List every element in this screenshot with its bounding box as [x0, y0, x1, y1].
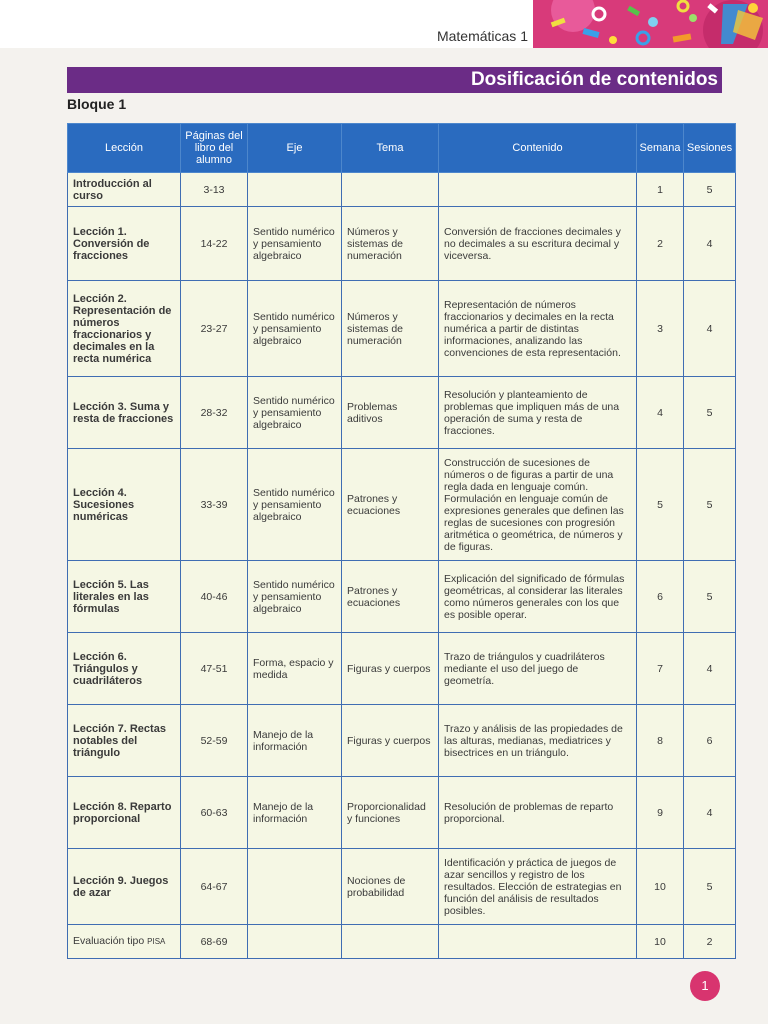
cell-leccion: Lección 8. Reparto proporcional: [68, 777, 181, 849]
cell-tema: Proporcionalidad y funciones: [342, 777, 439, 849]
table-row: [68, 633, 736, 705]
header-semana: Semana: [637, 124, 684, 173]
cell-sesiones: 5: [684, 561, 736, 633]
cell-tema: Patrones y ecuaciones: [342, 561, 439, 633]
cell-eje: Forma, espacio y medida: [248, 633, 342, 705]
cell-semana: 10: [637, 925, 684, 959]
cell-leccion: Lección 4. Sucesiones numéricas: [68, 449, 181, 561]
table-row: [68, 561, 736, 633]
cell-contenido: [439, 173, 637, 207]
cell-eje: [248, 925, 342, 959]
cell-semana: 10: [637, 849, 684, 925]
colorful-numbers-illustration: [533, 0, 768, 48]
cell-paginas: 60-63: [181, 777, 248, 849]
cell-sesiones: 4: [684, 281, 736, 377]
section-title-bar: [67, 67, 722, 93]
numbers-banner-image: [533, 0, 768, 48]
block-label: Bloque 1: [67, 96, 127, 112]
cell-leccion: Lección 3. Suma y resta de fracciones: [68, 377, 181, 449]
page-number-badge: 1: [690, 971, 720, 1001]
header-paginas: Páginas del libro del alumno: [181, 124, 248, 173]
cell-semana: 6: [637, 561, 684, 633]
cell-semana: 2: [637, 207, 684, 281]
cell-semana: 9: [637, 777, 684, 849]
cell-tema: Números y sistemas de numeración: [342, 207, 439, 281]
cell-eje: Sentido numérico y pensamiento algebraico: [248, 281, 342, 377]
cell-paginas: 14-22: [181, 207, 248, 281]
header-leccion: Lección: [68, 124, 181, 173]
cell-contenido: Identificación y práctica de juegos de azar sencillos y registro de los resultados. Elección de estrategias en función del análisis de resultados posibles.: [439, 849, 637, 925]
cell-leccion: Lección 6. Triángulos y cuadriláteros: [68, 633, 181, 705]
cell-contenido: [439, 925, 637, 959]
content-table: [67, 123, 736, 959]
cell-contenido: Trazo y análisis de las propiedades de las alturas, medianas, mediatrices y bisectrices en un triángulo.: [439, 705, 637, 777]
header-eje: Eje: [248, 124, 342, 173]
cell-paginas: 47-51: [181, 633, 248, 705]
cell-leccion: Lección 2. Representación de números fraccionarios y decimales en la recta numérica: [68, 281, 181, 377]
cell-contenido: Representación de números fraccionarios y decimales en la recta numérica a partir de distintas informaciones, analizando las convenciones de esta representación.: [439, 281, 637, 377]
cell-eje: Sentido numérico y pensamiento algebraico: [248, 207, 342, 281]
table-header-row: [68, 124, 736, 173]
cell-paginas: 33-39: [181, 449, 248, 561]
cell-paginas: 23-27: [181, 281, 248, 377]
book-title: Matemáticas 1: [436, 28, 528, 44]
cell-sesiones: 4: [684, 777, 736, 849]
cell-eje: [248, 849, 342, 925]
cell-contenido: Construcción de sucesiones de números o de figuras a partir de una regla dada en lenguaje común. Formulación en lenguaje común de expresiones generales que definen las reglas de sucesiones con progresión aritmética o geométrica, de números y de figuras.: [439, 449, 637, 561]
cell-tema: Problemas aditivos: [342, 377, 439, 449]
table-row: [68, 173, 736, 207]
cell-sesiones: 5: [684, 449, 736, 561]
cell-leccion: Introducción al curso: [68, 173, 181, 207]
cell-eje: Sentido numérico y pensamiento algebraico: [248, 561, 342, 633]
cell-tema: [342, 173, 439, 207]
cell-tema: Patrones y ecuaciones: [342, 449, 439, 561]
cell-eje: Sentido numérico y pensamiento algebraico: [248, 449, 342, 561]
header-sesiones: Sesiones: [684, 124, 736, 173]
cell-paginas: 3-13: [181, 173, 248, 207]
pisa-label: PISA: [147, 937, 166, 946]
cell-semana: 8: [637, 705, 684, 777]
cell-semana: 5: [637, 449, 684, 561]
table-row: [68, 207, 736, 281]
table-row: [68, 705, 736, 777]
table-row: [68, 449, 736, 561]
header-contenido: Contenido: [439, 124, 637, 173]
cell-tema: Figuras y cuerpos: [342, 705, 439, 777]
table-row: [68, 377, 736, 449]
cell-paginas: 68-69: [181, 925, 248, 959]
cell-sesiones: 5: [684, 849, 736, 925]
cell-contenido: Conversión de fracciones decimales y no decimales a su escritura decimal y viceversa.: [439, 207, 637, 281]
cell-contenido: Explicación del significado de fórmulas geométricas, al considerar las literales como números generales con los que es posible operar.: [439, 561, 637, 633]
cell-leccion: Lección 9. Juegos de azar: [68, 849, 181, 925]
cell-leccion: Lección 5. Las literales en las fórmulas: [68, 561, 181, 633]
cell-semana: 3: [637, 281, 684, 377]
section-title: Dosificación de contenidos: [470, 69, 718, 90]
table-row: [68, 849, 736, 925]
cell-sesiones: 4: [684, 207, 736, 281]
cell-contenido: Resolución de problemas de reparto proporcional.: [439, 777, 637, 849]
cell-leccion: Lección 1. Conversión de fracciones: [68, 207, 181, 281]
cell-contenido: Trazo de triángulos y cuadriláteros mediante el uso del juego de geometría.: [439, 633, 637, 705]
cell-semana: 4: [637, 377, 684, 449]
cell-sesiones: 5: [684, 173, 736, 207]
cell-tema: [342, 925, 439, 959]
cell-sesiones: 2: [684, 925, 736, 959]
cell-leccion: Lección 7. Rectas notables del triángulo: [68, 705, 181, 777]
table-row: [68, 281, 736, 377]
cell-paginas: 28-32: [181, 377, 248, 449]
table-row-evaluacion: [68, 925, 736, 959]
cell-eje: Manejo de la información: [248, 705, 342, 777]
cell-contenido: Resolución y planteamiento de problemas que impliquen más de una operación de suma y resta de fracciones.: [439, 377, 637, 449]
cell-tema: Figuras y cuerpos: [342, 633, 439, 705]
cell-eje: Sentido numérico y pensamiento algebraico: [248, 377, 342, 449]
header-tema: Tema: [342, 124, 439, 173]
cell-sesiones: 5: [684, 377, 736, 449]
cell-sesiones: 6: [684, 705, 736, 777]
cell-tema: Nociones de probabilidad: [342, 849, 439, 925]
cell-paginas: 40-46: [181, 561, 248, 633]
cell-eje: [248, 173, 342, 207]
cell-tema: Números y sistemas de numeración: [342, 281, 439, 377]
cell-sesiones: 4: [684, 633, 736, 705]
evaluacion-label: Evaluación tipo: [73, 935, 145, 947]
cell-eje: Manejo de la información: [248, 777, 342, 849]
table-row: [68, 777, 736, 849]
cell-semana: 7: [637, 633, 684, 705]
cell-paginas: 52-59: [181, 705, 248, 777]
cell-semana: 1: [637, 173, 684, 207]
cell-paginas: 64-67: [181, 849, 248, 925]
cell-evaluacion-label: [68, 925, 181, 959]
